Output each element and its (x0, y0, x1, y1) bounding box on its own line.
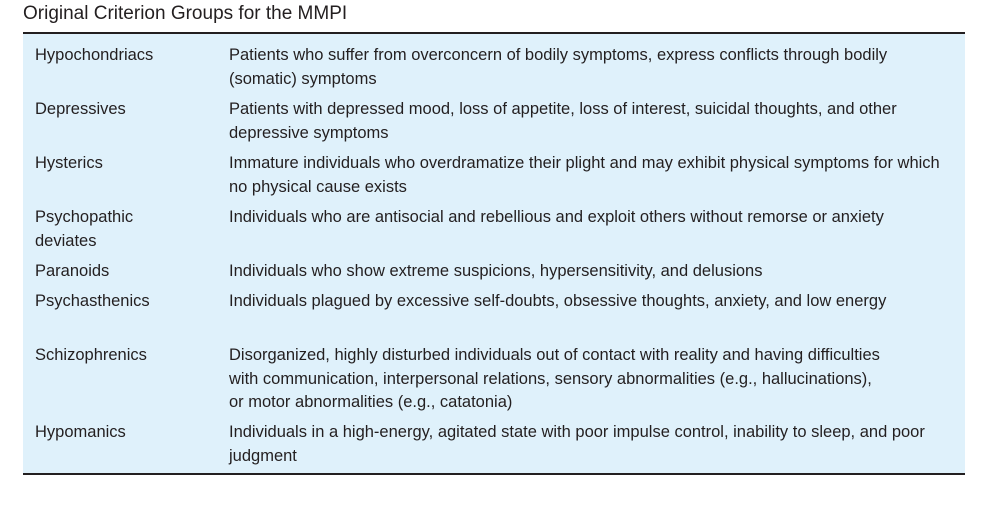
group-term: Schizophrenics (35, 346, 147, 364)
group-description: Individuals who are antisocial and rebellious and exploit others without remorse or anxiety (229, 208, 884, 226)
group-term: Psychopathic deviates (35, 208, 134, 250)
group-description: Individuals in a high-energy, agitated state with poor impulse control, inability to sleep, and poor judgment (229, 423, 925, 465)
group-description: Individuals who show extreme suspicions, hypersensitivity, and delusions (229, 262, 763, 280)
group-term: Paranoids (35, 262, 110, 280)
group-description: Patients who suffer from overconcern of bodily symptoms, express conflicts through bodily (somatic) symptoms (229, 46, 888, 88)
group-description: Patients with depressed mood, loss of appetite, loss of interest, suicidal thoughts, and other depressive symptoms (229, 100, 897, 142)
group-term: Depressives (35, 100, 126, 118)
table-title: Original Criterion Groups for the MMPI (23, 3, 348, 24)
group-description: Immature individuals who overdramatize their plight and may exhibit physical symptoms for which no physical cause exists (229, 154, 940, 196)
group-term: Hypomanics (35, 423, 126, 441)
group-description: Individuals plagued by excessive self-doubts, obsessive thoughts, anxiety, and low energy (229, 292, 887, 310)
group-term: Psychasthenics (35, 292, 150, 310)
criterion-groups-table (23, 32, 965, 475)
group-description: Disorganized, highly disturbed individuals out of contact with reality and having difficulties with communication, interpersonal relations, sensory abnormalities (e.g., hallucinations), or motor abnormalities (e.g., catatonia) (229, 346, 880, 411)
group-term: Hypochondriacs (35, 46, 154, 64)
group-term: Hysterics (35, 154, 103, 172)
